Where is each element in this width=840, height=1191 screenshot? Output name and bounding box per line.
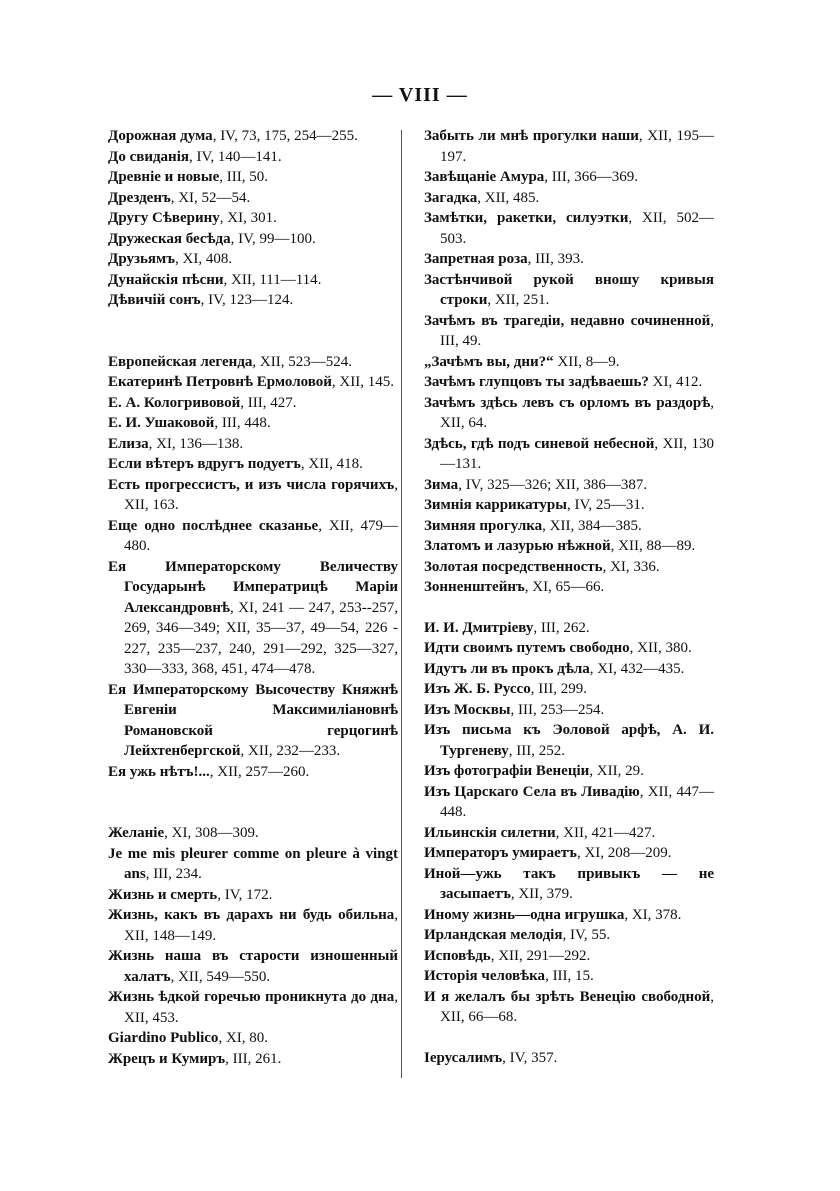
index-entry (424, 700, 714, 721)
entry-title: Зимняя прогулка (424, 517, 543, 534)
page-number: — VIII — (372, 84, 468, 106)
index-entry (108, 147, 398, 168)
entry-reference: , XII, 447—448. (440, 783, 714, 820)
index-entry (424, 208, 714, 249)
entry-title: Екатеринѣ Петровнѣ Ермоловой (108, 374, 332, 390)
entry-reference: , XII, 66—68. (440, 988, 714, 1025)
entry-title: И. И. Дмитріеву (424, 619, 534, 636)
entry-title: „Зачѣмъ вы, дни?“ (424, 353, 554, 370)
column-divider (401, 130, 402, 1078)
entry-title: Зачѣмъ здѣсь левъ съ орломъ въ раздорѣ (424, 394, 711, 411)
entry-title: Дорожная дума (108, 128, 213, 144)
entry-title: Застѣнчивой рукой вношу кривыя строки (424, 271, 714, 308)
entry-reference: , III, 261. (225, 1050, 282, 1067)
entry-title: Дрезденъ (108, 189, 171, 206)
index-entry (424, 167, 714, 188)
entry-title: Идутъ ли въ прокъ дѣла (424, 660, 590, 677)
entry-reference: , XI, 308—309. (164, 825, 259, 841)
entry-reference: , XII, 163. (124, 476, 398, 513)
entry-reference: , XII, 523—524. (252, 353, 352, 370)
entry-title: Іерусалимъ (424, 1049, 503, 1066)
index-group (424, 1048, 714, 1069)
entry-reference: , III, 262. (533, 619, 590, 636)
entry-reference: , XI, 301. (219, 210, 277, 226)
entry-reference: , IV, 123—124. (200, 292, 294, 308)
index-entry (108, 762, 398, 783)
entry-reference: , XII, 111—114. (223, 271, 322, 288)
entry-reference: , XII, 549—550. (170, 968, 271, 985)
entry-reference: , IV, 55. (562, 927, 611, 943)
index-entry (108, 290, 398, 311)
entry-reference: , XI, 65—66. (524, 579, 605, 595)
entry-title: Еще одно послѣднее сказанье (108, 517, 319, 534)
entry-title: Запретная роза (424, 251, 528, 267)
entry-title: Исповѣдь (424, 947, 491, 964)
entry-reference: , III, 253—254. (510, 701, 605, 718)
entry-reference: , XI, 408. (175, 251, 233, 267)
entry-title: Ильинскія силетни (424, 824, 556, 841)
entry-title: Изъ Царскаго Села въ Ливадію (424, 783, 640, 800)
entry-reference: , IV, 99—100. (230, 230, 316, 247)
index-entry (424, 720, 714, 761)
index-entry (108, 1049, 398, 1070)
index-entry (424, 516, 714, 537)
entry-reference: , XII, 379. (510, 886, 573, 902)
index-entry (108, 680, 398, 762)
entry-title: Загадка (424, 189, 478, 206)
entry-title: Есть прогрессистъ, и изъ числа горячихъ (108, 476, 395, 493)
index-group (108, 126, 398, 311)
index-entry (108, 557, 398, 680)
index-entry (424, 1048, 714, 1069)
index-entry (108, 229, 398, 250)
entry-title: Изъ фотографіи Венеціи (424, 763, 590, 779)
index-entry (108, 516, 398, 557)
index-entry (424, 126, 714, 167)
entry-title: Жизнь, какъ въ дарахъ ни будь обильна (108, 907, 395, 923)
index-entry (424, 966, 714, 987)
entry-reference: , III, 299. (530, 681, 587, 697)
index-entry (424, 925, 714, 946)
index-entry (108, 393, 398, 414)
index-entry (424, 946, 714, 967)
entry-reference: , XII, 251. (487, 292, 550, 308)
index-entry (108, 372, 398, 393)
index-entry (424, 679, 714, 700)
entry-title: Е. А. Кологривовой (108, 394, 241, 411)
index-entry (424, 270, 714, 311)
entry-title: Древніе и новые (108, 169, 220, 185)
entry-reference: XII, 8—9. (553, 353, 620, 370)
index-column-left (108, 126, 398, 1069)
entry-title: Завѣщаніе Амура (424, 169, 545, 185)
index-group (108, 823, 398, 1069)
index-entry (108, 126, 398, 147)
entry-reference: , XI, 208—209. (576, 845, 672, 861)
index-entry (424, 659, 714, 680)
entry-reference: , XII, 130—131. (440, 435, 714, 472)
entry-title: Жизнь ѣдкой горечью проникнута до дна (108, 989, 395, 1005)
index-entry (424, 249, 714, 270)
entry-title: И я желалъ бы зрѣть Венецію свободной (424, 988, 711, 1005)
entry-reference: , III, 49. (440, 312, 714, 349)
entry-title: Другу Сѣверину (108, 210, 220, 226)
entry-reference: , IV, 73, 175, 254—255. (212, 128, 358, 144)
entry-title: Жизнь и смерть (108, 886, 218, 903)
entry-title: Золотая посредственность (424, 558, 603, 575)
index-entry (108, 475, 398, 516)
group-spacer (108, 311, 398, 352)
entry-reference: , XI, 136—138. (148, 435, 244, 452)
entry-title: Е. И. Ушаковой (108, 415, 215, 431)
entry-reference: , III, 427. (240, 394, 297, 411)
entry-title: Зачѣмъ глупцовъ ты задѣваешь? (424, 374, 649, 390)
index-entry (424, 638, 714, 659)
entry-reference: , XII, 384—385. (542, 517, 642, 534)
entry-title: Друзьямъ (108, 251, 176, 267)
entry-reference: , XII, 145. (331, 374, 394, 390)
entry-reference: , XI, 378. (624, 906, 682, 923)
entry-title: Жизнь наша въ старости изношенный халатъ (108, 948, 398, 985)
entry-reference: , XII, 148—149. (124, 907, 398, 944)
entry-title: Зимнія каррикатуры (424, 497, 567, 513)
index-entry (424, 393, 714, 434)
index-entry (424, 864, 714, 905)
entry-title: Здѣсь, гдѣ подъ синевой небесной (424, 435, 655, 452)
entry-title: Жрецъ и Кумиръ (108, 1050, 226, 1067)
index-entry (108, 208, 398, 229)
entry-reference: , XII, 421—427. (555, 824, 656, 841)
entry-title: Ея Императорскому Величеству Государынѣ Императрицѣ Маріи Александровнѣ (108, 558, 398, 616)
entry-reference: , XII, 29. (589, 763, 644, 779)
entry-title: Европейская легенда (108, 353, 253, 370)
entry-reference: , IV, 140—141. (188, 148, 282, 165)
index-entry (424, 843, 714, 864)
index-entry (424, 352, 714, 373)
index-entry (424, 905, 714, 926)
index-group (424, 618, 714, 1028)
index-entry (108, 434, 398, 455)
index-entry (424, 311, 714, 352)
index-entry (424, 782, 714, 823)
entry-title: Забыть ли мнѣ прогулки наши (424, 128, 639, 144)
index-entry (424, 577, 714, 598)
index-entry (424, 618, 714, 639)
entry-reference: , XII, 485. (477, 189, 540, 206)
index-entry (108, 946, 398, 987)
entry-reference: , III, 234. (145, 866, 202, 882)
index-entry (108, 885, 398, 906)
index-group (108, 352, 398, 783)
entry-title: Дружеская бесѣда (108, 230, 231, 247)
index-entry (108, 1028, 398, 1049)
group-spacer (108, 782, 398, 823)
entry-title: Если вѣтеръ вдругъ подуетъ (108, 456, 301, 472)
entry-reference: , IV, 357. (502, 1049, 558, 1066)
group-spacer (424, 1028, 714, 1048)
index-entry (108, 823, 398, 844)
entry-title: Giardino Publico (108, 1030, 219, 1046)
entry-reference: , III, 15. (545, 968, 594, 984)
index-entry (108, 454, 398, 475)
entry-reference: , XII, 88—89. (610, 538, 696, 554)
index-entry (108, 249, 398, 270)
entry-reference: , III, 448. (214, 415, 271, 431)
entry-reference: , XI, 432—435. (589, 660, 685, 677)
entry-reference: , IV, 25—31. (566, 497, 645, 513)
index-entry (108, 352, 398, 373)
entry-reference: , XII, 64. (440, 394, 714, 431)
entry-title: Исторія человѣка (424, 968, 546, 984)
index-entry (424, 495, 714, 516)
entry-title: Елиза (108, 435, 149, 452)
entry-title: Je me mis pleurer comme on pleure à vingt ans (108, 845, 398, 882)
index-entry (108, 844, 398, 885)
index-entry (108, 270, 398, 291)
entry-title: Изъ письма къ Эоловой арфѣ, А. И. Тургеневу (424, 722, 714, 759)
group-spacer (424, 598, 714, 618)
index-entry (424, 557, 714, 578)
entry-title: Иному жизнь—одна игрушка (424, 906, 625, 923)
entry-title: Ея Императорскому Высочеству Княжнѣ Евгеніи Максимиліановнѣ Романовской герцогинѣ Лейхтенбергской (108, 681, 398, 759)
index-entry (424, 536, 714, 557)
index-entry (424, 761, 714, 782)
entry-title: Изъ Ж. Б. Руссо (424, 681, 531, 697)
index-entry (108, 413, 398, 434)
entry-reference: , XI, 241 — 247, 253--257, 269, 346—349; XII, 35—37, 49—54, 226 - 227, 235—237, 240, 291—292, 325—327, 330—333, 368, 451, 474—478. (124, 599, 398, 677)
index-entry (108, 167, 398, 188)
entry-title: Иной—ужь такъ привыкъ — не засыпаетъ (424, 865, 714, 902)
entry-title: Изъ Москвы (424, 701, 511, 718)
entry-reference: , XI, 52—54. (170, 189, 251, 206)
entry-reference: , XII, 380. (629, 640, 692, 656)
entry-reference: , XII, 479—480. (124, 517, 398, 554)
entry-title: Ирландская мелодія (424, 927, 563, 943)
entry-reference: , III, 366—369. (544, 169, 639, 185)
entry-reference: XI, 412. (648, 374, 703, 390)
entry-title: Зима (424, 476, 459, 493)
index-entry (424, 434, 714, 475)
entry-title: Идти своимъ путемъ свободно (424, 640, 630, 656)
entry-title: Ея ужь нѣтъ!... (108, 763, 210, 780)
entry-title: Замѣтки, ракетки, силуэтки (424, 210, 629, 226)
entry-title: Златомъ и лазурью нѣжной (424, 538, 611, 554)
entry-reference: , III, 393. (527, 251, 584, 267)
entry-title: Желаніе (108, 825, 165, 841)
entry-reference: , XI, 80. (218, 1030, 269, 1046)
entry-reference: , XII, 195—197. (440, 128, 714, 165)
index-entry (424, 188, 714, 209)
entry-reference: , XII, 232—233. (240, 743, 341, 759)
entry-reference: , III, 50. (219, 169, 269, 185)
entry-title: Императоръ умираетъ (424, 845, 577, 861)
index-entry (108, 905, 398, 946)
index-entry (424, 475, 714, 496)
entry-reference: , XII, 453. (124, 989, 398, 1026)
entry-title: Дунайскія пѣсни (108, 271, 224, 288)
entry-reference: , XII, 291—292. (490, 947, 591, 964)
entry-reference: , IV, 172. (217, 886, 273, 903)
entry-title: До свиданія (108, 148, 189, 165)
entry-reference: , XII, 502—503. (440, 210, 714, 247)
index-group (424, 126, 714, 598)
entry-title: Зонненштейнъ (424, 579, 525, 595)
index-entry (108, 987, 398, 1028)
index-entry (424, 372, 714, 393)
entry-title: Зачѣмъ въ трагедіи, недавно сочиненной (424, 312, 711, 329)
index-entry (108, 188, 398, 209)
entry-reference: , XII, 418. (300, 456, 363, 472)
entry-reference: , III, 252. (508, 742, 566, 759)
index-entry (424, 823, 714, 844)
entry-reference: , IV, 325—326; XII, 386—387. (458, 476, 648, 493)
entry-reference: , XII, 257—260. (209, 763, 310, 780)
index-column-right (424, 126, 714, 1068)
entry-reference: , XI, 336. (602, 558, 660, 575)
entry-title: Дѣвичій сонъ (108, 292, 201, 308)
index-entry (424, 987, 714, 1028)
